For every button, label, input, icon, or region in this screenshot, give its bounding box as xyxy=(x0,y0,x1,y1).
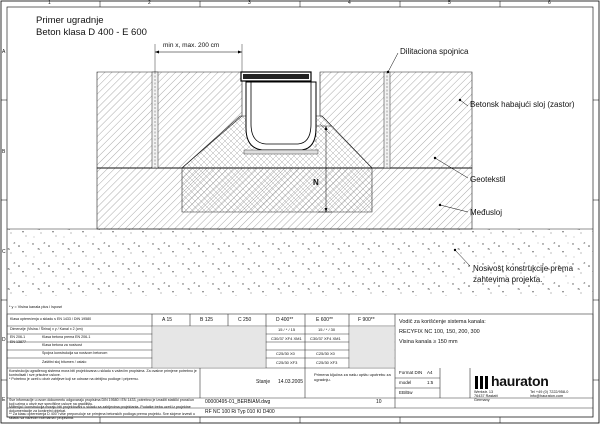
note-2: * Potrebno je uzeti u obzir zahtjeve koji se odnose na debljinu podloge i pripremu. xyxy=(9,376,139,381)
class-c250: C 250 xyxy=(238,317,252,323)
format-label: Format DIN xyxy=(399,370,423,375)
footnote: * y = Visina kanala plus i lsposri xyxy=(9,305,63,309)
load-class-header: Klasa opterećenja u skladu s EN 1433 / DIN 19580 xyxy=(10,317,92,321)
row-label-protective-layer: Zaštitni sloj bitumen / ostalo xyxy=(42,360,87,364)
revision-number: 10 xyxy=(376,399,382,405)
grid-row-a: A xyxy=(2,49,6,55)
model-value: 1:5 xyxy=(427,380,434,385)
grid-row-c: C xyxy=(2,249,6,255)
hauraton-logo-icon xyxy=(475,376,488,389)
value-e600-dims: 15 / * / 30 xyxy=(318,327,336,332)
callout-geotextile: Geotekstil xyxy=(470,175,506,184)
side-note-en13877: EN 13877 xyxy=(10,339,26,344)
document-id: 00000495-01_BERBIAM.dwg xyxy=(205,399,271,405)
value-d400-dims: 15 / * / 15 xyxy=(278,327,296,332)
format-value: A4 xyxy=(427,370,433,375)
model-label: model xyxy=(399,380,412,385)
row-label-concrete-class: Klasa betona prema EN 206-1 xyxy=(42,335,91,339)
na-cells-f900 xyxy=(349,326,394,367)
notes-block-lower xyxy=(9,398,199,420)
drainage-channel xyxy=(244,82,318,154)
address-line2: 76437 Rastatt xyxy=(474,394,498,398)
callout-bearing-line2: zahtevima projekta. xyxy=(473,275,543,284)
grid-col-3: 3 xyxy=(248,0,251,6)
callout-expansion-joint: Dilitaciona spojnica xyxy=(400,47,469,56)
n-label: N xyxy=(313,178,319,187)
grid-row-e: E xyxy=(2,397,6,403)
note-3: Sve informacije u ovom dokumentu odgovaraju propisima DIN 19580 i EN 1433, potrebno je izraditi statički proračun koji uzima u obzir sve specifične uslove na gradilištu. xyxy=(9,398,194,406)
note-5: ** Za klasu opterećenja D 400 i više preporučuje se primjena betonskih podloga prema projektu. Sve slojeve izvesti u skladu sa važećim normama i propisima. xyxy=(9,412,195,420)
callout-surface-layer: Betonsk habajući sloj (zastor) xyxy=(470,100,575,109)
row-label-connection: Spojna konstrukcija sa nosivom betonom xyxy=(42,351,108,355)
contact-email: info@hauraton.com xyxy=(530,394,564,398)
note-4: Materijal i konstrukcija moraju biti projektovani u skladu sa zahtjevima projektanta. Podatke treba uzeti iz projektne dokumentacije za konkretni objekat. xyxy=(9,405,191,413)
value-d400-class-c: C25/30 XF3 xyxy=(276,360,298,365)
notes-block xyxy=(9,370,197,398)
dimension-label: min x, max. 200 cm xyxy=(163,42,220,49)
class-b125: B 125 xyxy=(200,317,214,323)
grid-col-2: 2 xyxy=(148,0,151,6)
system-guide-line1: RECYFIX NC 100, 150, 200, 300 xyxy=(399,329,480,335)
grid-row-d: D xyxy=(2,337,6,343)
grid-col-5: 5 xyxy=(448,0,451,6)
address-line1: Werkstr. 13 xyxy=(474,390,494,394)
status-label: Stanje xyxy=(256,379,271,385)
status-date: 14.03.2005 xyxy=(278,379,304,385)
grid-row-b: B xyxy=(2,149,6,155)
address-line3: Germany xyxy=(474,398,490,402)
foundation-layer xyxy=(7,229,593,296)
grid-col-1: 1 xyxy=(48,0,51,6)
value-e600-class-b: C25/30 X0 xyxy=(316,351,335,356)
drawing-subtitle: Beton klasa D 400 - E 600 xyxy=(36,27,147,38)
system-guide-title: Vodič za korišćenje sistema kanala: xyxy=(399,319,486,325)
class-a15: A 15 xyxy=(162,317,173,323)
grating-bars xyxy=(243,74,309,79)
class-f900: F 900** xyxy=(358,317,375,323)
system-guide-line2: Visina kanala ≥ 150 mm xyxy=(399,339,458,345)
na-cells xyxy=(152,326,265,367)
grid-col-4: 4 xyxy=(348,0,351,6)
reference-code: RF NC 100 Ri Typ 010 KI D400 xyxy=(205,409,275,415)
contact-phone: Tel +49 (0) 7222/958-0 xyxy=(530,390,569,394)
value-e600-class-a: C30/37 XF4 XM1 xyxy=(310,336,341,341)
note-1: Konstrukcija ugrađenog sistema mora biti projektovana u skladu s važećim propisima. Za ovakve primjene potrebno je kontrolisati i sve prisutne uslove. xyxy=(9,369,197,377)
drawing-title: Primer ugradnje xyxy=(36,15,104,26)
value-d400-class-b: C25/30 X0 xyxy=(276,351,295,356)
brand-name: hauraton xyxy=(491,373,549,389)
grid-col-6: 6 xyxy=(548,0,551,6)
page-value: EB/Bw xyxy=(399,390,413,395)
callout-bearing-line1: Nosivost konstrukcije prema xyxy=(473,264,574,273)
side-note-en206: EN 206-1 xyxy=(10,335,26,339)
class-d400: D 400** xyxy=(276,317,294,323)
value-d400-class-a: C30/37 XF4 XM1 xyxy=(271,336,302,341)
callout-interlayer: Međusloj xyxy=(470,208,503,217)
class-e600: E 600** xyxy=(316,317,333,323)
row-label-bearing-class: Klasa betona za nosivost xyxy=(42,343,82,347)
row-label-dimensions: Dimenzije (Visina / Širina) x y / Kanal x 2 (cm) xyxy=(10,327,83,331)
value-e600-class-c: C25/30 XF3 xyxy=(316,360,338,365)
remark: Primena ključna za našu opštu upotrebu za ugradnju. xyxy=(314,372,391,382)
